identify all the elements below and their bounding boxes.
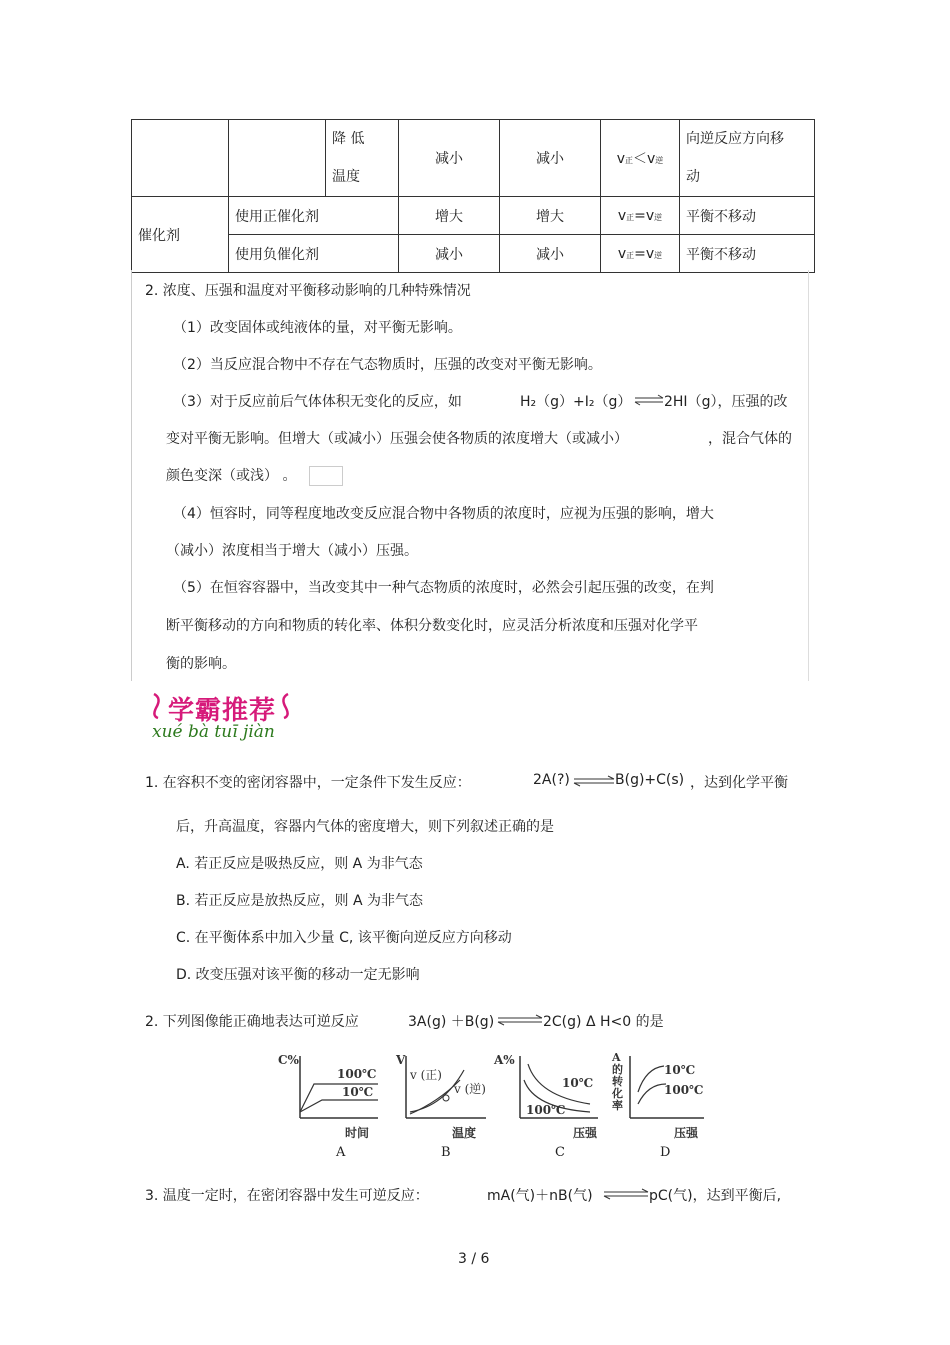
table-cell: 平衡不移动 xyxy=(680,197,815,235)
equilibrium-arrow-icon xyxy=(603,1188,649,1200)
equilibrium-arrow-icon xyxy=(634,394,664,406)
paragraph: 颜色变深（或浅） 。 xyxy=(166,468,297,484)
paragraph: 衡的影响。 xyxy=(166,656,236,672)
graph-a-tag: A xyxy=(336,1145,346,1160)
table-cell: 减小 xyxy=(399,120,500,197)
question-text: 后，升高温度，容器内气体的密度增大，则下列叙述正确的是 xyxy=(176,819,554,835)
graph-a-ylabel: C% xyxy=(278,1053,299,1067)
equation-right: 2C(g) Δ H<0 的是 xyxy=(543,1014,664,1030)
table-cell-catalyst: 催化剂 xyxy=(132,197,229,273)
logo-title: 学霸推荐 xyxy=(168,696,277,726)
table-cell: 平衡不移动 xyxy=(680,235,815,273)
table-cell: 减小 xyxy=(500,120,601,197)
paragraph: （4）恒容时，同等程度地改变反应混合物中各物质的浓度时，应视为压强的影响，增大 xyxy=(173,506,714,522)
equilibrium-arrow-icon xyxy=(573,775,615,787)
table-cell-empty xyxy=(132,120,229,197)
table-cell: 使用负催化剂 xyxy=(229,235,399,273)
equation-right: B(g)+C(s) xyxy=(615,772,685,788)
graph-b-tag: B xyxy=(441,1145,451,1160)
xueba-logo xyxy=(148,688,298,750)
equation-right: 2HI（g），压强的改 xyxy=(664,394,788,410)
option-c: C. 在平衡体系中加入少量 C, 该平衡向逆反应方向移动 xyxy=(176,930,512,946)
option-d: D. 改变压强对该平衡的移动一定无影响 xyxy=(176,967,420,983)
cell-text: 向逆反应方向移 xyxy=(686,131,784,147)
condition-effect-table xyxy=(131,119,815,273)
graph-d-xlabel: 压强 xyxy=(674,1126,699,1140)
equation-right: pC(气)，达到平衡后, xyxy=(649,1188,782,1204)
paragraph: （3）对于反应前后气体体积无变化的反应，如 xyxy=(173,394,462,410)
table-cell-shift xyxy=(680,120,815,197)
paragraph: （减小）浓度相当于增大（减小）压强。 xyxy=(166,543,418,559)
paragraph: （2）当反应混合物中不存在气态物质时，压强的改变对平衡无影响。 xyxy=(173,357,602,373)
cell-text: 降 低 xyxy=(332,131,365,147)
table-cell-condition xyxy=(326,120,399,197)
graph-b-series-label: v (逆) xyxy=(454,1082,486,1096)
paragraph: ，混合气体的 xyxy=(708,431,792,447)
blank-box xyxy=(309,466,343,486)
question-1: 1. 在容积不变的密闭容器中，一定条件下发生反应： xyxy=(145,775,471,791)
paragraph: （5）在恒容容器中，当改变其中一种气态物质的浓度时，必然会引起压强的改变，在判 xyxy=(173,580,714,596)
equation-left: mA(气)＋nB(气) xyxy=(487,1188,593,1204)
table-cell-rate-relation: v正=v逆 xyxy=(601,235,680,273)
graph-b-ylabel: V xyxy=(396,1053,406,1067)
paragraph: 断平衡移动的方向和物质的转化率、体积分数变化时，应灵活分析浓度和压强对化学平 xyxy=(166,618,698,634)
equilibrium-arrow-icon xyxy=(497,1014,543,1026)
graph-c-series-label: 100℃ xyxy=(526,1103,566,1117)
question-text: ，达到化学平衡 xyxy=(690,775,788,791)
question-3: 3. 温度一定时，在密闭容器中发生可逆反应： xyxy=(145,1188,429,1204)
table-cell-empty xyxy=(229,120,326,197)
graph-d-series-label: 10℃ xyxy=(664,1063,696,1077)
graph-a-xlabel: 时间 xyxy=(345,1126,370,1140)
page-number: 3 / 6 xyxy=(458,1251,490,1267)
graph-d-ylabel: A的转化率 xyxy=(612,1051,623,1112)
graph-a-series-label: 10℃ xyxy=(342,1085,374,1099)
graph-d-tag: D xyxy=(660,1145,671,1160)
table-cell-rate-relation: v正=v逆 xyxy=(601,197,680,235)
graph-c-tag: C xyxy=(555,1145,565,1160)
equation-left: 2A(?) xyxy=(533,772,570,788)
table-cell: 使用正催化剂 xyxy=(229,197,399,235)
table-cell: 减小 xyxy=(500,235,601,273)
cell-text: 温度 xyxy=(332,169,360,185)
table-cell: 减小 xyxy=(399,235,500,273)
section-heading: 2. 浓度、压强和温度对平衡移动影响的几种特殊情况 xyxy=(145,283,471,299)
graph-b-series-label: v (正) xyxy=(410,1068,442,1082)
table-cell: 增大 xyxy=(500,197,601,235)
graph-d-series-label: 100℃ xyxy=(664,1083,704,1097)
option-a: A. 若正反应是吸热反应，则 A 为非气态 xyxy=(176,856,423,872)
option-b: B. 若正反应是放热反应，则 A 为非气态 xyxy=(176,893,423,909)
cell-text: 动 xyxy=(686,169,700,185)
paragraph: （1）改变固体或纯液体的量，对平衡无影响。 xyxy=(173,320,462,336)
table-cell: 增大 xyxy=(399,197,500,235)
graph-c-xlabel: 压强 xyxy=(573,1126,598,1140)
logo-pinyin: xué bà tuī jiàn xyxy=(152,722,275,742)
graph-b-xlabel: 温度 xyxy=(452,1126,477,1140)
graph-c-ylabel: A% xyxy=(494,1053,515,1067)
paragraph: 变对平衡无影响。但增大（或减小）压强会使各物质的浓度增大（或减小） xyxy=(166,431,628,447)
equation-left: 3A(g) ＋B(g) xyxy=(408,1014,495,1030)
table-cell-rate-relation: v正＜v逆 xyxy=(601,120,680,197)
graph-c-series-label: 10℃ xyxy=(562,1076,594,1090)
graph-a-series-label: 100℃ xyxy=(337,1067,377,1081)
equation-left: H₂（g）+I₂（g） xyxy=(520,394,632,410)
question-2: 2. 下列图像能正确地表达可逆反应 xyxy=(145,1014,359,1030)
